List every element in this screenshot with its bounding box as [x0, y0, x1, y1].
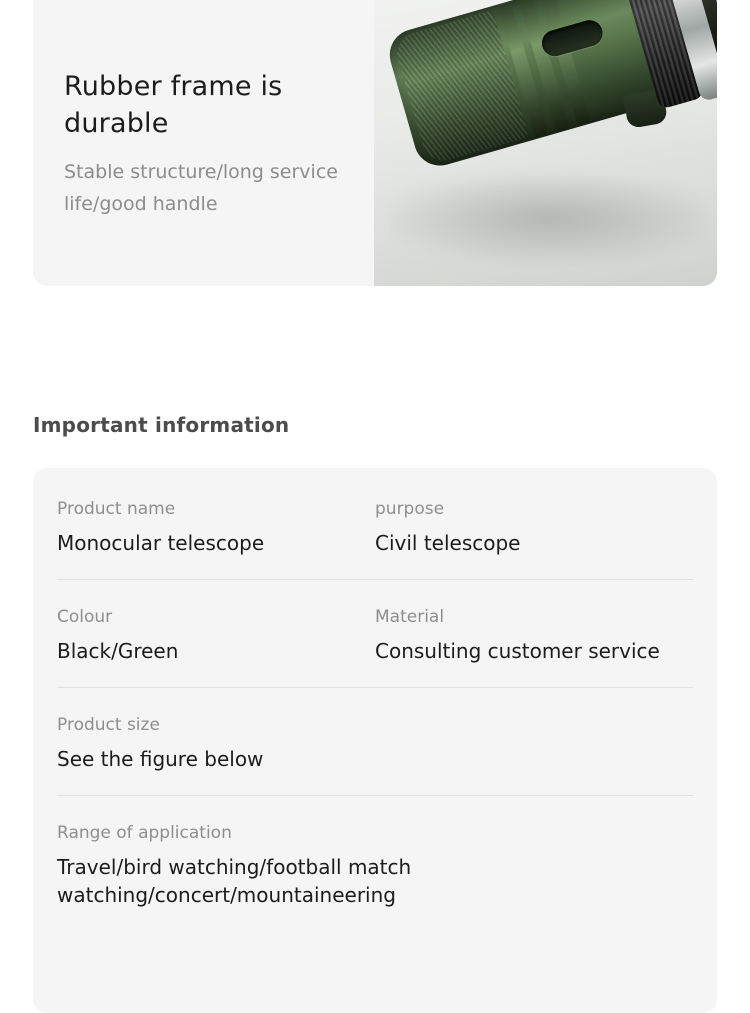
info-row — [57, 822, 693, 931]
info-label: Colour — [57, 607, 113, 627]
info-label: Product size — [57, 715, 160, 735]
feature-card — [33, 0, 717, 286]
info-value: See the figure below — [57, 747, 264, 771]
info-label: purpose — [375, 499, 445, 519]
feature-subtitle: Stable structure/long service life/good handle — [64, 161, 338, 215]
info-value: Civil telescope — [375, 531, 521, 555]
info-row — [57, 714, 693, 796]
info-row — [57, 606, 693, 688]
feature-product-photo — [374, 0, 717, 286]
info-cell-colour — [57, 606, 375, 665]
info-value: Black/Green — [57, 639, 179, 663]
section-heading: Important information — [33, 413, 290, 437]
info-cell-material — [375, 606, 693, 665]
info-value: Monocular telescope — [57, 531, 265, 555]
feature-text-block — [33, 0, 374, 286]
feature-title: Rubber frame is durable — [64, 71, 283, 139]
info-row — [57, 498, 693, 580]
info-value: Travel/bird watching/football match watching/concert/mountaineering — [57, 855, 412, 907]
important-information-panel — [33, 468, 717, 1013]
info-label: Product name — [57, 499, 176, 519]
info-value: Consulting customer service — [375, 639, 660, 663]
info-cell-purpose — [375, 498, 693, 557]
info-cell-range-of-application — [57, 822, 693, 909]
info-label: Range of application — [57, 823, 232, 843]
info-cell-product-name — [57, 498, 375, 557]
info-label: Material — [375, 607, 445, 627]
info-cell-product-size — [57, 714, 693, 773]
